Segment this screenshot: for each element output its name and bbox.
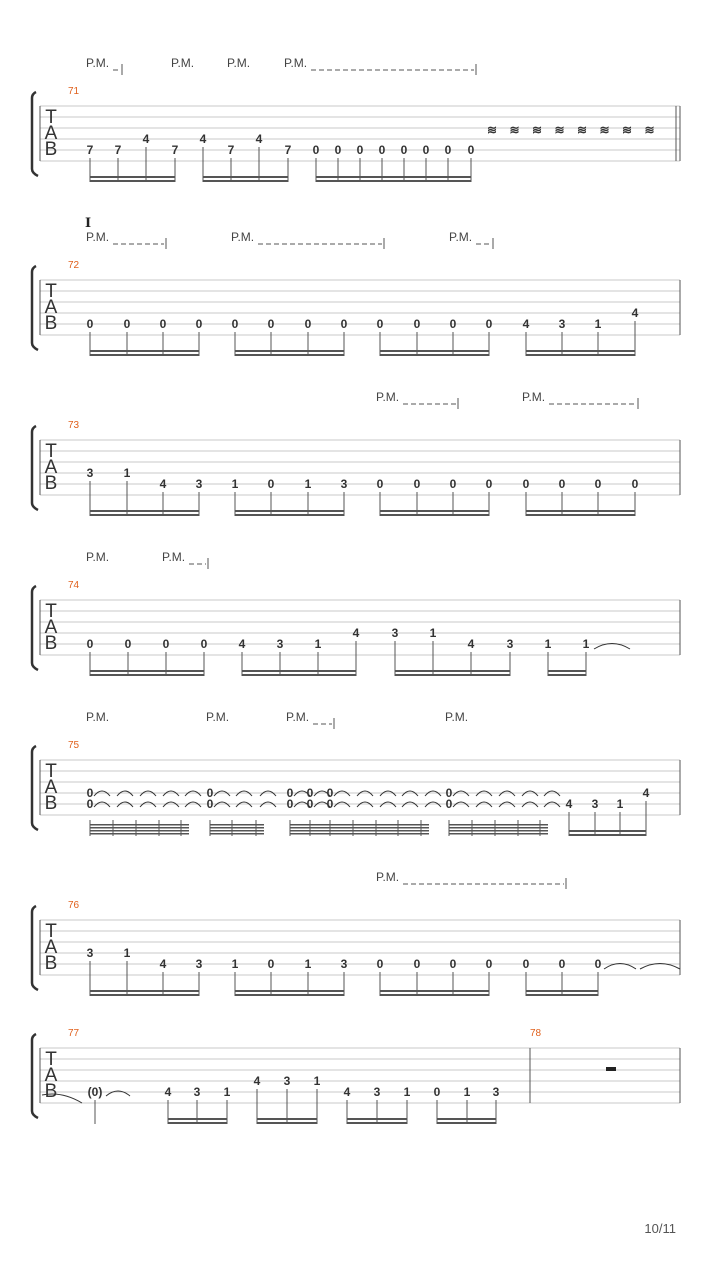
tab-clef-letter: A [44,617,58,638]
fret-number: 0 [376,317,384,331]
fret-number: 7 [114,143,122,157]
beam [90,833,189,835]
fret-number: 0 [413,317,421,331]
beam [347,1122,407,1124]
fret-number: 0 [594,957,602,971]
fret-number: 0 [267,477,275,491]
fret-number: 4 [199,132,207,146]
fret-number: 3 [558,317,566,331]
palm-mute-label: P.M. [86,710,110,724]
fret-number: 0 [467,143,475,157]
beam [526,990,598,992]
fret-number: 0 [86,797,94,811]
beam [90,990,199,992]
fret-number: 0 [231,317,239,331]
fret-number: 1 [304,477,312,491]
beam [526,354,635,356]
beam [90,350,199,352]
system-bracket [32,266,38,350]
fret-number: 1 [123,946,131,960]
beam [90,176,175,178]
palm-mute-label: P.M. [376,390,400,404]
fret-number: 0 [485,317,493,331]
fret-number: 4 [352,626,360,640]
fret-number: 0 [286,797,294,811]
beam [380,514,489,516]
beam [90,827,189,829]
fret-number: 0 [326,786,334,800]
fret-number: 0 [449,477,457,491]
tab-clef-letter: T [45,601,57,622]
fret-number: 0 [594,477,602,491]
beam [290,824,429,826]
beam [210,824,264,826]
fret-number: 1 [616,797,624,811]
tab-clef-letter: A [44,123,58,144]
fret-number: 3 [373,1085,381,1099]
fret-number: 0 [376,477,384,491]
tab-clef-letter: B [44,953,58,974]
fret-number: 0 [123,317,131,331]
fret-number: 0 [522,477,530,491]
beam [235,994,344,996]
measure-number: 73 [68,420,80,431]
half-rest-icon [606,1067,616,1071]
fret-number: 0 [413,477,421,491]
fret-number: 7 [171,143,179,157]
fret-number: 4 [522,317,530,331]
fret-number: 0 [195,317,203,331]
beam [235,990,344,992]
tab-clef-letter: B [44,473,58,494]
section-mark: I [84,216,92,231]
fret-number: 3 [86,466,94,480]
beam [257,1118,317,1120]
tab-clef-letter: B [44,1081,58,1102]
beam [395,674,510,676]
fret-number: 3 [391,626,399,640]
palm-mute-label: P.M. [449,230,473,244]
fret-number: 0 [485,957,493,971]
palm-mute-label: P.M. [86,56,110,70]
fret-number: 4 [159,477,167,491]
palm-mute-label: P.M. [227,56,251,70]
fret-number: 0 [206,786,214,800]
beam [235,514,344,516]
tab-clef-letter: B [44,313,58,334]
beam [90,670,204,672]
fret-number: 0 [162,637,170,651]
beam [203,180,288,182]
fret-number: 3 [193,1085,201,1099]
beam [437,1118,496,1120]
beam [380,350,489,352]
system-bracket [32,426,38,510]
fret-number: 0 [485,477,493,491]
beam [90,354,199,356]
beam [210,827,264,829]
palm-mute-label: P.M. [445,710,469,724]
palm-mute-label: P.M. [286,710,310,724]
beam [210,833,264,835]
beam [380,990,489,992]
tab-clef-letter: T [45,761,57,782]
beam [203,176,288,178]
fret-number: 0 [304,317,312,331]
beam [526,514,635,516]
beam [449,824,548,826]
fret-number: 3 [276,637,284,651]
fret-number: 0 [449,957,457,971]
fret-number: 4 [565,797,573,811]
tab-clef-letter: B [44,633,58,654]
tab-clef-letter: A [44,457,58,478]
beam [290,833,429,835]
beam [316,180,471,182]
measure-number: 76 [68,900,80,911]
sixteenth-rest-icon: ≋ [599,123,610,137]
fret-number: 0 [86,786,94,800]
tab-clef-letter: A [44,937,58,958]
fret-number: 1 [463,1085,471,1099]
palm-mute-label: P.M. [376,870,400,884]
fret-number: 3 [283,1074,291,1088]
beam [316,176,471,178]
fret-number: 1 [231,957,239,971]
beam [235,354,344,356]
fret-number: 0 [267,317,275,331]
fret-number: 0 [522,957,530,971]
beam [90,830,189,832]
beam [569,834,646,836]
beam [242,674,356,676]
fret-number: 1 [582,637,590,651]
fret-number: 3 [591,797,599,811]
fret-number: 7 [227,143,235,157]
system-bracket [32,906,38,990]
fret-number: 0 [340,317,348,331]
fret-number: 0 [378,143,386,157]
sixteenth-rest-icon: ≋ [554,123,565,137]
beam [449,833,548,835]
measure-number: 71 [68,86,80,97]
beam [449,830,548,832]
fret-number: 3 [86,946,94,960]
fret-number: 4 [253,1074,261,1088]
beam [526,350,635,352]
beam [90,510,199,512]
fret-number: 0 [306,797,314,811]
fret-number: 0 [356,143,364,157]
fret-number: 1 [231,477,239,491]
beam [380,510,489,512]
fret-number: 0 [86,637,94,651]
fret-number: 4 [238,637,246,651]
fret-number: 3 [506,637,514,651]
fret-number: 3 [195,477,203,491]
page-number: 10/11 [644,1221,676,1236]
fret-number: 0 [334,143,342,157]
beam [548,670,586,672]
beam [449,827,548,829]
fret-number: 0 [449,317,457,331]
beam [437,1122,496,1124]
fret-number: 1 [594,317,602,331]
beam [90,994,199,996]
palm-mute-label: P.M. [86,230,110,244]
palm-mute-label: P.M. [86,550,110,564]
beam [380,994,489,996]
system-bracket [32,1034,38,1118]
beam [90,180,175,182]
beam [210,830,264,832]
tab-clef-letter: A [44,297,58,318]
fret-number: 4 [343,1085,351,1099]
fret-number: 0 [422,143,430,157]
fret-number: 1 [544,637,552,651]
palm-mute-label: P.M. [231,230,255,244]
tab-clef-letter: T [45,1049,57,1070]
fret-number: 4 [255,132,263,146]
fret-number: 0 [433,1085,441,1099]
measure-number: 72 [68,260,80,271]
measure-number: 75 [68,740,80,751]
fret-number: 0 [124,637,132,651]
beam [168,1122,227,1124]
fret-number: 0 [159,317,167,331]
measure-number: 74 [68,580,80,591]
fret-number: 0 [413,957,421,971]
fret-number: 0 [326,797,334,811]
palm-mute-label: P.M. [171,56,195,70]
fret-number: 4 [631,306,639,320]
palm-mute-label: P.M. [284,56,308,70]
fret-number: 0 [200,637,208,651]
fret-number: 7 [86,143,94,157]
fret-number: 1 [314,637,322,651]
fret-number: 1 [123,466,131,480]
beam [235,510,344,512]
fret-number: 0 [444,143,452,157]
fret-number: 0 [86,317,94,331]
tab-clef-letter: A [44,777,58,798]
fret-number: 1 [304,957,312,971]
fret-number: 3 [492,1085,500,1099]
beam [90,514,199,516]
fret-number: 7 [284,143,292,157]
sixteenth-rest-icon: ≋ [644,123,655,137]
tab-clef-letter: T [45,441,57,462]
fret-number: 4 [159,957,167,971]
beam [380,354,489,356]
fret-number: 1 [223,1085,231,1099]
system-bracket [32,746,38,830]
fret-number: 4 [642,786,650,800]
beam [90,824,189,826]
tab-clef-letter: T [45,107,57,128]
fret-number: 0 [445,797,453,811]
palm-mute-label: P.M. [162,550,186,564]
fret-number: 4 [467,637,475,651]
fret-number: 1 [429,626,437,640]
tab-clef-letter: A [44,1065,58,1086]
fret-number: 0 [376,957,384,971]
fret-number: 0 [267,957,275,971]
fret-number: 0 [286,786,294,800]
tab-clef-letter: B [44,793,58,814]
sixteenth-rest-icon: ≋ [576,123,588,137]
tab-clef-letter: T [45,921,57,942]
fret-number: 0 [400,143,408,157]
fret-number: 0 [558,957,566,971]
beam [395,670,510,672]
beam [569,830,646,832]
fret-number: 0 [206,797,214,811]
sixteenth-rest-icon: ≋ [486,123,498,137]
fret-number: 0 [558,477,566,491]
system-bracket [32,586,38,670]
sixteenth-rest-icon: ≋ [509,123,520,137]
fret-number: 0 [445,786,453,800]
tab-clef-letter: B [44,139,58,160]
beam [242,670,356,672]
beam [235,350,344,352]
beam [548,674,586,676]
beam [347,1118,407,1120]
beam [290,830,429,832]
measure-number: 78 [530,1028,542,1039]
fret-number: 0 [306,786,314,800]
beam [90,674,204,676]
fret-number: 3 [195,957,203,971]
beam [257,1122,317,1124]
palm-mute-label: P.M. [206,710,230,724]
beam [526,510,635,512]
beam [526,994,598,996]
tab-clef-letter: T [45,281,57,302]
fret-number: (0) [87,1085,103,1099]
beam [168,1118,227,1120]
sixteenth-rest-icon: ≋ [621,123,633,137]
fret-number: 0 [312,143,320,157]
fret-number: 4 [164,1085,172,1099]
fret-number: 3 [340,477,348,491]
fret-number: 0 [631,477,639,491]
palm-mute-label: P.M. [522,390,546,404]
measure-number: 77 [68,1028,80,1039]
fret-number: 1 [313,1074,321,1088]
sixteenth-rest-icon: ≋ [531,123,543,137]
system-bracket [32,92,38,176]
beam [290,827,429,829]
fret-number: 4 [142,132,150,146]
fret-number: 1 [403,1085,411,1099]
fret-number: 3 [340,957,348,971]
